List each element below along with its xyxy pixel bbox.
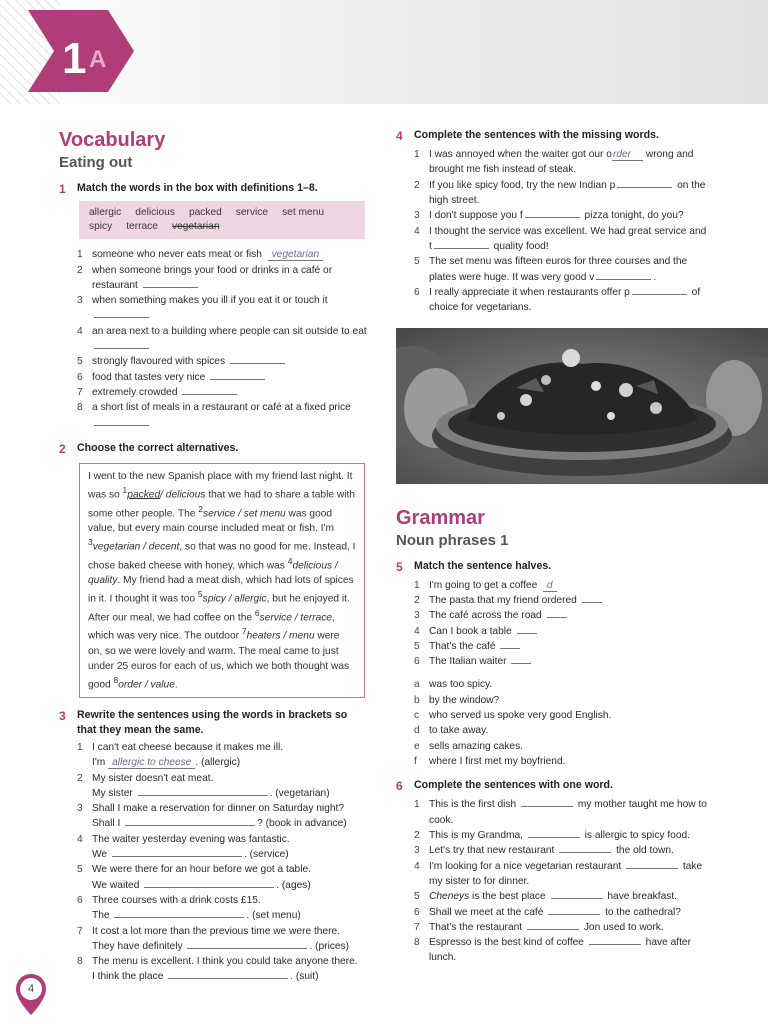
item-text: someone who never eats meat or fish [92,249,262,261]
unit-letter: A [89,46,107,73]
option[interactable]: spicy / allergic [202,593,267,605]
item-text-italic: Cheneys [429,891,470,903]
item-number: 7 [77,386,83,398]
item-text: on the high street. [429,179,706,207]
item-text: Shall we meet at the café [429,906,544,918]
item-start: They have definitely [92,940,183,952]
item-text: I was annoyed when the waiter got our o [429,149,612,161]
item-text: a short list of meals in a restaurant or café at a fixed price [92,402,351,414]
answer-blank[interactable] [143,278,198,288]
item-text: Can I book a table [429,625,512,637]
item-text: We were there for an hour before we got a table. [92,864,311,876]
answer-blank[interactable] [94,416,149,426]
answer-blank[interactable] [547,608,567,618]
list-item [414,843,708,858]
exercise-number: 1 [59,181,66,196]
word: packed [188,206,222,218]
grammar-title: Grammar [396,507,485,529]
item-number: 1 [77,249,83,261]
item-number: 2 [414,830,420,842]
list-item [77,801,369,832]
item-text: pizza tonight, do you? [581,210,684,222]
word: terrace [126,220,158,232]
exercise-5-halves [414,578,708,670]
exercise-3-list [77,740,369,985]
answer-blank[interactable] [230,354,285,364]
answer-blank[interactable] [632,285,687,295]
item-number: 5 [77,356,83,368]
item-text: where I first met my boyfriend. [429,755,566,767]
item-start: I think the place [92,971,164,983]
item-text: I really appreciate it when restaurants offer p [429,286,630,298]
item-number: 5 [77,864,83,876]
exercise-number: 4 [396,129,403,143]
exercise-number: 3 [59,709,66,724]
item-number: 3 [414,210,420,222]
list-item [77,400,369,431]
grammar-subtitle: Noun phrases 1 [396,532,509,549]
list-item [414,754,708,769]
exercise-5-endings [414,677,708,769]
item-text: My sister doesn't eat meat. [92,772,214,784]
list-item [77,385,369,400]
item-number: 6 [414,906,420,918]
answer-blank[interactable] [548,905,600,915]
answer-blank[interactable] [125,816,255,826]
item-end: . (service) [243,849,289,861]
item-text: of choice for vegetarians. [429,286,701,314]
item-text: have breakfast. [607,891,678,903]
item-number: 2 [77,772,83,784]
list-item [414,739,708,754]
item-text: Let's try that new restaurant [429,845,555,857]
list-item [414,654,708,669]
item-end: ? (book in advance) [257,818,347,830]
list-item [77,354,369,369]
item-end: . (allergic) [195,757,241,769]
text-segment: I went to the new Spanish place with my friend last night. It was so [88,471,353,501]
word-crossed-out: vegetarian [171,220,220,232]
answer-blank[interactable] [187,939,307,949]
item-text: The waiter yesterday evening was fantastic. [92,833,290,845]
item-number: 3 [414,845,420,857]
list-item [77,832,369,863]
answer-filled: allergic to cheese [108,757,195,769]
item-number: 3 [414,610,420,622]
item-text: quality food! [490,240,549,252]
item-number: 6 [414,286,420,298]
text-segment: was good value, but every main course included meat or fish. I'm [88,507,334,535]
item-text: That's the restaurant [429,921,523,933]
answer-blank[interactable] [144,878,274,888]
item-number: 6 [414,656,420,668]
list-item [414,693,708,708]
answer-blank[interactable] [582,593,602,603]
list-item [77,324,369,355]
text-segment: , so that was no good for me. Instead, I chose baked cheese with honey, which was [88,541,356,572]
item-text: If you like spicy food, try the new Indian p [429,179,616,191]
exercise-instruction: Complete the sentences with the missing words. [414,129,659,141]
word: delicious [135,206,175,218]
exercise-instruction: Rewrite the sentences using the words in brackets so that they mean the same. [77,709,348,736]
item-start: Shall I [92,818,121,830]
item-text: The Italian waiter [429,656,507,668]
answer-blank[interactable] [528,828,580,838]
list-item [414,208,708,223]
item-text: take my sister to for dinner. [429,860,703,887]
text-segment: . My friend had a meat dish, which had lots of spices in it. I thought it was too [88,575,354,605]
item-text: by the window? [429,694,500,706]
exercise-number: 5 [396,559,403,574]
list-item [414,147,708,178]
list-item [414,254,708,285]
text-segment: . [174,679,178,691]
item-number: 1 [414,149,420,161]
exercise-6-heading [396,778,708,794]
item-start: We waited [92,879,140,891]
item-text: the old town. [616,845,674,857]
item-text: Shall I make a reservation for dinner on Saturday night? [92,803,345,815]
answer-blank[interactable] [551,889,603,899]
item-number: 5 [414,640,420,652]
item-number: 1 [77,741,83,753]
answer-blank[interactable] [112,847,242,857]
item-text: is allergic to spicy food. [584,830,690,842]
exercise-6-list [414,797,708,965]
item-text: The set menu was fifteen euros for three courses and the plates were huge. It was very good v [429,256,688,283]
exercise-number: 2 [59,441,66,456]
list-item [77,740,369,771]
item-number: 8 [77,956,83,968]
list-item [77,370,369,385]
answer-filled: d [543,580,557,592]
item-number: 5 [414,256,420,268]
word: service [235,206,269,218]
exercise-4-heading [396,128,708,144]
item-number: 8 [414,937,420,949]
item-number: 4 [77,833,83,845]
option[interactable]: service / set menu [202,507,286,519]
item-number: 7 [77,925,83,937]
list-item [414,905,708,920]
item-end: . (set menu) [246,910,301,922]
item-text: I'm going to get a coffee [429,579,538,591]
item-start: My sister [92,787,133,799]
item-number: 6 [77,894,83,906]
list-item [414,797,708,828]
answer-blank[interactable] [168,969,288,979]
answer-blank[interactable] [626,859,678,869]
list-item [414,624,708,639]
item-text: was too spicy. [429,679,493,691]
item-text: my mother taught me how to cook. [429,799,707,826]
option[interactable]: / delicious [160,489,206,501]
answer-blank[interactable] [138,786,268,796]
vocabulary-subtitle: Eating out [59,154,133,171]
item-text: wrong and brought me fish instead of steak. [429,149,694,176]
item-letter: e [414,740,420,752]
answer-filled: vegetarian [268,249,324,261]
item-number: 8 [77,402,83,414]
item-text: I don't suppose you f [429,210,523,222]
exercise-instruction: Match the sentence halves. [414,559,552,572]
item-number: 4 [77,325,83,337]
item-number: 7 [414,921,420,933]
item-letter: b [414,694,420,706]
list-item [414,578,708,593]
item-letter: d [414,725,420,737]
item-number: 6 [77,371,83,383]
item-end: . (vegetarian) [269,787,330,799]
answer-blank[interactable] [617,178,672,188]
item-text: food that tastes very nice [92,371,206,383]
option[interactable]: heaters / menu [246,630,315,642]
list-item [77,247,369,262]
answer-blank[interactable] [559,843,611,853]
item-text: an area next to a building where people can sit outside to eat [92,325,367,337]
exercise-instruction: Complete the sentences with one word. [414,779,613,792]
list-item [77,293,369,324]
text-segment: that we had to share a table with some other people. The [88,489,355,519]
reading-text-box: I went to the new Spanish place with my friend last night. It was so $^1$packed/ delicious that we had to share a table with some other people. The $^2$service / set menu was good value, but every main course included meat or fish. I'm $^3$vegetarian / decent, so that was no good for me. Instead, I chose baked cheese with honey, which was $^4$delicious / quality. My friend had a meat dish, which had lots of spices in it. I thought it was too $^5$spicy / allergic, but he enjoyed it. After our meal, we had coffee on the $^6$service / terrace, which was very nice. The outdoor $^7$heaters / menu were on, so we were lovely and warm. The meal came to just under 25 euros for each of us, which we both thought was good $^8$order / value. [79,463,365,698]
exercise-1-heading [59,181,369,197]
item-start: The [92,910,110,922]
item-text: It cost a lot more than the previous time we were there. [92,925,341,937]
unit-number: 1 [62,34,86,83]
item-text: The pasta that my friend ordered [429,594,577,606]
item-number: 4 [414,225,420,237]
answer-blank[interactable] [517,624,537,634]
exercise-number: 6 [396,779,403,794]
exercise-3-heading [59,708,369,737]
item-number: 3 [77,803,83,815]
list-item [77,893,369,924]
answer-blank[interactable] [511,654,531,664]
answer-blank[interactable] [527,920,579,930]
word: spicy [89,220,113,232]
answer-blank[interactable] [210,370,265,380]
item-text: strongly flavoured with spices [92,356,226,368]
item-text: The menu is excellent. I think you could take anyone there. [92,956,358,968]
list-item [414,889,708,904]
text-segment: were on, so we were lovely and warm. The meal came to just under 25 euros for each of us, which we both thought was good [88,630,350,691]
list-item [414,708,708,723]
list-item [414,859,708,890]
item-end: . (suit) [290,971,319,983]
item-number: 2 [414,179,420,191]
list-item [414,178,708,209]
exercise-4-list [414,147,708,315]
item-text: sells amazing cakes. [429,740,523,752]
item-letter: c [414,710,420,722]
answer-blank[interactable] [500,639,520,649]
item-text: is the best place [469,891,546,903]
item-text: I can't eat cheese because it makes me ill. [92,741,284,753]
item-number: 1 [414,579,420,591]
answer-blank[interactable] [182,385,237,395]
word: set menu [282,206,324,218]
item-number: 1 [414,799,420,811]
answer-blank[interactable] [94,339,149,349]
exercise-1-list [77,247,369,431]
food-bowl-photo [396,328,768,484]
item-letter: a [414,679,420,691]
text-segment: , but he enjoyed it. After our meal, we had coffee on the [88,593,350,624]
exercise-2-heading [59,441,369,457]
list-item [414,677,708,692]
list-item [414,920,708,935]
right-column-grammar [396,506,708,966]
item-text: extremely crowded [92,386,178,398]
item-letter: f [414,755,417,767]
item-number: 2 [77,264,83,276]
page-pin-icon [14,972,48,1023]
list-item [77,263,369,294]
item-text: when someone brings your food or drinks in a café or restaurant [92,264,333,291]
item-text: Jon used to work. [583,921,664,933]
list-item [414,593,708,608]
item-text: I thought the service was excellent. We had great service and t [429,225,707,252]
left-column [59,128,369,985]
item-number: 5 [414,891,420,903]
exercise-5-heading [396,559,708,575]
item-text: when something makes you ill if you eat it or touch it [92,295,328,307]
item-text: I'm looking for a nice vegetarian restaurant [429,860,622,872]
answer-filled: rder [612,149,643,161]
list-item [77,771,369,802]
option[interactable]: order / value [118,679,175,691]
item-text: Three courses with a drink costs £15. [92,894,261,906]
item-number: 4 [414,625,420,637]
item-text: That's the café [429,640,496,652]
list-item [414,828,708,843]
item-number: 3 [77,295,83,307]
answer-blank[interactable] [94,308,149,318]
exercise-instruction: Match the words in the box with definitions 1–8. [77,181,318,194]
answer-blank[interactable] [434,239,489,249]
item-number: 2 [414,594,420,606]
item-text: . [653,271,657,283]
option-chosen[interactable]: packed [127,489,161,501]
list-item [414,723,708,738]
list-item [77,862,369,893]
exercise-instruction: Choose the correct alternatives. [77,441,239,454]
item-number: 4 [414,860,420,872]
item-text: This is my Grandma, [429,830,523,842]
item-text: The café across the road [429,610,542,622]
right-column-top [396,128,708,315]
answer-blank[interactable] [521,797,573,807]
item-text: who served us spoke very good English. [429,710,612,722]
answer-blank[interactable] [589,935,641,945]
text-segment: , which was very nice. The outdoor [88,612,335,642]
word-box [79,201,365,240]
list-item [414,608,708,623]
option[interactable]: delicious / quality [88,560,338,587]
list-item [414,639,708,654]
answer-blank[interactable] [114,908,244,918]
answer-blank[interactable] [525,208,580,218]
list-item [414,285,708,316]
item-text: have after lunch. [429,937,691,964]
word: allergic [89,206,122,218]
item-end: . (prices) [309,940,350,952]
item-end: . (ages) [276,879,311,891]
page-number: 4 [27,983,35,995]
list-item [414,224,708,255]
item-text: to take away. [429,725,489,737]
vocabulary-title: Vocabulary [59,129,166,151]
list-item [77,924,369,955]
item-text: to the cathedral? [605,906,681,918]
list-item [414,935,708,966]
list-item [77,954,369,985]
item-start: I'm [92,757,106,769]
option[interactable]: service / terrace [259,612,333,624]
item-start: We [92,849,108,861]
answer-blank[interactable] [596,270,651,280]
item-text: Espresso is the best kind of coffee [429,937,584,949]
option[interactable]: vegetarian / decent [92,541,180,553]
item-text: This is the first dish [429,799,517,811]
